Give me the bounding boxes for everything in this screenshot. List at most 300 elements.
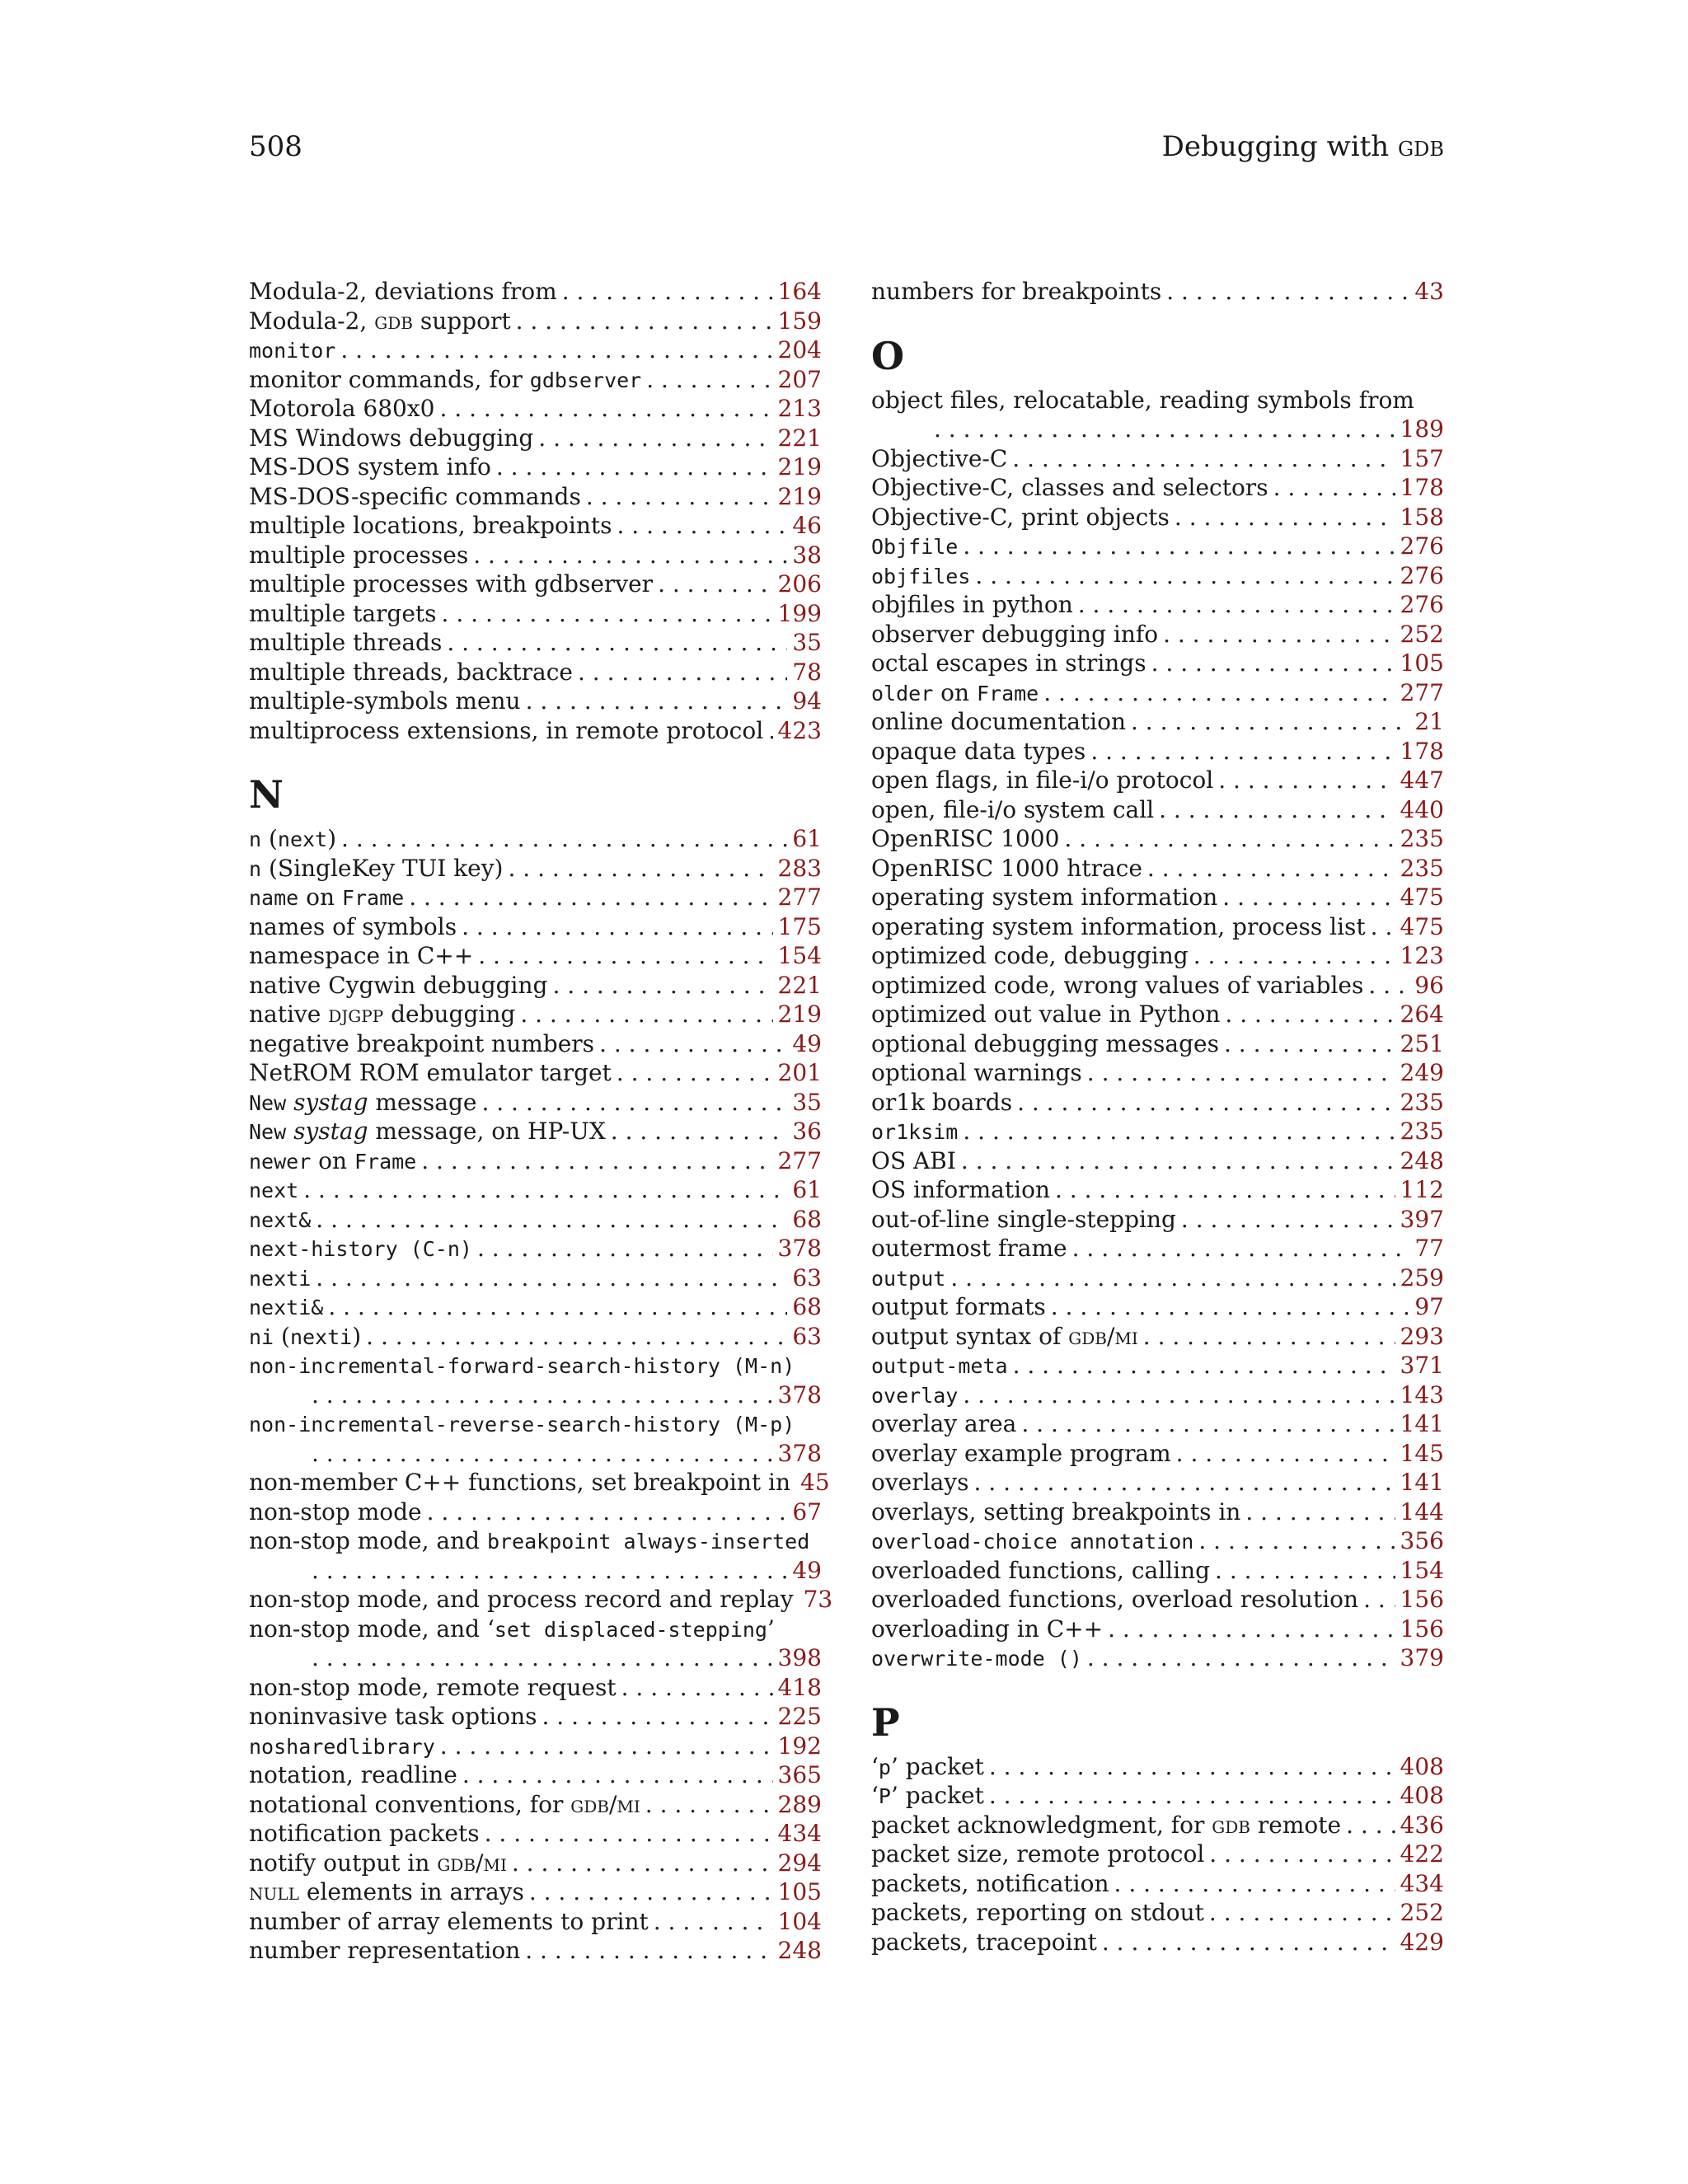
page-reference[interactable]: 61 <box>792 1176 822 1203</box>
page-reference[interactable]: 154 <box>777 942 822 969</box>
leader-dots <box>1012 444 1395 474</box>
index-entry <box>249 941 822 971</box>
entry-term: multiple threads, backtrace <box>249 658 573 686</box>
entry-term: OpenRISC 1000 <box>871 825 1060 852</box>
index-entry <box>249 1702 822 1732</box>
leader-dots <box>645 1790 773 1820</box>
page-reference[interactable]: 294 <box>777 1849 822 1877</box>
page-reference[interactable]: 105 <box>777 1878 822 1905</box>
leader-dots <box>1102 1928 1395 1957</box>
entry-term: nexti& <box>249 1296 324 1319</box>
entry-term: optional debugging messages <box>871 1029 1219 1057</box>
entry-term: NetROM ROM emulator target <box>249 1059 612 1086</box>
page-reference[interactable]: 397 <box>1400 1205 1444 1233</box>
index-entry <box>871 590 1444 620</box>
index-entry <box>249 541 822 570</box>
index-entry <box>249 658 822 687</box>
entry-term: operating system information <box>871 883 1218 911</box>
page-reference[interactable]: 418 <box>777 1673 822 1701</box>
leader-dots <box>586 482 773 512</box>
page-reference[interactable]: 277 <box>777 1146 822 1174</box>
page-reference[interactable]: 447 <box>1400 766 1444 794</box>
page-reference[interactable]: 199 <box>777 599 822 627</box>
page-reference[interactable]: 46 <box>792 512 822 539</box>
page-reference[interactable]: 21 <box>1414 708 1444 735</box>
index-entry <box>249 971 822 1001</box>
leader-dots <box>1143 1322 1395 1352</box>
page-reference[interactable]: 157 <box>1400 444 1444 472</box>
page-reference[interactable]: 356 <box>1400 1527 1444 1554</box>
entry-term: notation, readline <box>249 1761 457 1788</box>
entry-term: overloaded functions, calling <box>871 1556 1211 1584</box>
entry-term: multiple threads <box>249 629 443 656</box>
entry-term: newer on Frame <box>249 1146 417 1174</box>
entry-term: monitor <box>249 339 336 363</box>
entry-term: New systag message, on HP-UX <box>249 1118 606 1145</box>
index-entry <box>871 1263 1444 1293</box>
page-reference[interactable]: 289 <box>777 1790 822 1818</box>
section-letter-p: P <box>871 1699 900 1745</box>
index-entry <box>249 1088 822 1118</box>
leader-dots <box>462 912 772 942</box>
page-reference[interactable]: 61 <box>792 825 822 852</box>
page-reference[interactable]: 36 <box>792 1118 822 1145</box>
leader-dots <box>1013 1351 1395 1380</box>
index-entry <box>871 1292 1444 1322</box>
entry-term: non-member C++ functions, set breakpoint in <box>249 1469 791 1496</box>
page-reference[interactable]: 78 <box>792 658 822 686</box>
entry-term: overlay example program <box>871 1439 1171 1467</box>
entry-term: null elements in arrays <box>249 1878 524 1905</box>
index-entry <box>249 1146 822 1176</box>
leader-dots <box>1131 707 1409 737</box>
entry-term: multiprocess extensions, in remote protocol <box>249 716 764 744</box>
index-entry <box>249 1205 822 1235</box>
leader-dots <box>312 1556 787 1586</box>
entry-term: ‘P’ packet <box>871 1782 984 1809</box>
index-entry <box>249 1585 833 1615</box>
page-number: 508 <box>249 130 302 163</box>
page-reference[interactable]: 221 <box>777 971 822 999</box>
entry-term: overlay <box>871 1383 959 1408</box>
index-entry <box>249 1029 822 1059</box>
page-reference[interactable]: 235 <box>1400 825 1444 852</box>
leader-dots <box>409 883 772 912</box>
leader-dots <box>477 1234 773 1263</box>
page-reference[interactable]: 96 <box>1414 971 1444 999</box>
leader-dots <box>1021 1409 1395 1439</box>
page-reference[interactable]: 219 <box>777 453 822 480</box>
entry-term: MS Windows debugging <box>249 424 534 452</box>
entry-term: Modula-2, gdb support <box>249 307 511 335</box>
index-entry <box>249 1819 822 1849</box>
page-reference[interactable]: 440 <box>1400 795 1444 823</box>
entry-term: notification packets <box>249 1820 480 1847</box>
entry-term: MS-DOS-specific commands <box>249 482 581 510</box>
page-reference[interactable]: 277 <box>1400 678 1444 706</box>
entry-term: monitor commands, for gdbserver <box>249 365 642 393</box>
page-reference[interactable]: 207 <box>777 365 822 393</box>
leader-dots <box>447 628 787 658</box>
leader-dots <box>562 277 773 307</box>
page-reference[interactable]: 235 <box>1400 1118 1444 1145</box>
page-reference[interactable]: 49 <box>792 1029 822 1057</box>
entry-term: non-stop mode, and ‘set displaced-stepping’ <box>249 1615 775 1643</box>
index-entry <box>871 941 1444 971</box>
leader-dots <box>512 1849 773 1878</box>
leader-dots <box>1055 1175 1395 1205</box>
page-reference[interactable]: 35 <box>792 1088 822 1116</box>
page-reference[interactable]: 252 <box>1400 620 1444 648</box>
index-entry <box>249 1497 822 1527</box>
page-reference[interactable]: 77 <box>1414 1235 1444 1262</box>
index-entry <box>871 1117 1444 1146</box>
index-entry <box>871 1752 1444 1782</box>
index-entry <box>249 883 822 912</box>
entry-term: open flags, in file-i/o protocol <box>871 766 1214 794</box>
leader-dots <box>485 1819 773 1849</box>
index-entry <box>871 1928 1444 1957</box>
entry-term: older on Frame <box>871 678 1039 706</box>
page-reference[interactable]: 434 <box>777 1820 822 1847</box>
page-reference[interactable]: 156 <box>1400 1586 1444 1613</box>
index-entry <box>249 1877 822 1907</box>
page-reference[interactable]: 206 <box>777 570 822 598</box>
index-entry <box>249 452 822 482</box>
entry-term: Objective-C, classes and selectors <box>871 474 1268 501</box>
index-entry <box>871 737 1444 766</box>
page-reference[interactable]: 378 <box>777 1380 822 1408</box>
page-reference[interactable]: 178 <box>1400 737 1444 765</box>
page-reference[interactable]: 156 <box>1400 1615 1444 1643</box>
entry-term: open, file-i/o system call <box>871 795 1155 823</box>
index-entry <box>249 424 822 453</box>
page-reference[interactable]: 201 <box>777 1059 822 1086</box>
entry-term: overloading in C++ <box>871 1615 1104 1643</box>
leader-dots <box>1209 1840 1395 1869</box>
leader-dots <box>961 1146 1395 1176</box>
entry-term: packets, tracepoint <box>871 1928 1097 1956</box>
leader-dots <box>1078 590 1395 620</box>
entry-term: overwrite-mode () <box>871 1647 1082 1671</box>
page-reference[interactable]: 189 <box>1400 415 1444 443</box>
index-entry <box>871 707 1444 737</box>
page-reference[interactable]: 159 <box>777 307 822 335</box>
index-entry <box>871 1869 1444 1899</box>
page-reference[interactable]: 225 <box>777 1703 822 1730</box>
index-entry <box>871 1088 1444 1118</box>
page-reference[interactable]: 379 <box>1400 1644 1444 1671</box>
page-reference[interactable]: 475 <box>1400 883 1444 911</box>
page-reference[interactable]: 49 <box>792 1556 822 1584</box>
entry-term: output-meta <box>871 1354 1008 1378</box>
entry-term: notify output in gdb/mi <box>249 1849 507 1877</box>
section-letter-n: N <box>249 772 284 817</box>
index-entry <box>871 795 1444 825</box>
entry-term: optimized code, debugging <box>871 942 1189 969</box>
leader-dots <box>1151 649 1395 678</box>
entry-term: object files, relocatable, reading symbols from <box>871 386 1414 414</box>
leader-dots <box>526 687 788 716</box>
page-reference[interactable]: 104 <box>777 1907 822 1935</box>
leader-dots <box>1181 1205 1395 1235</box>
leader-dots <box>963 1117 1395 1146</box>
page-reference[interactable]: 144 <box>1400 1497 1444 1526</box>
entry-term: optimized out value in Python <box>871 1001 1221 1028</box>
page-reference[interactable]: 378 <box>777 1439 822 1467</box>
entry-term: negative breakpoint numbers <box>249 1029 595 1057</box>
entry-term: or1k boards <box>871 1088 1013 1116</box>
leader-dots <box>1043 678 1395 708</box>
entry-term: packet acknowledgment, for gdb remote <box>871 1811 1342 1839</box>
page-reference[interactable]: 248 <box>1400 1146 1444 1174</box>
leader-dots <box>516 307 773 336</box>
leader-dots <box>316 1263 787 1293</box>
book-title <box>1162 130 1444 163</box>
index-entry <box>871 1585 1444 1615</box>
page-reference[interactable]: 145 <box>1400 1439 1444 1467</box>
page-reference[interactable]: 178 <box>1400 474 1444 501</box>
entry-term: packets, notification <box>871 1869 1109 1897</box>
index-entry <box>249 599 822 629</box>
leader-dots <box>442 599 773 629</box>
leader-dots <box>654 1907 773 1937</box>
index-entry <box>249 335 822 365</box>
leader-dots <box>1175 503 1395 532</box>
page-reference[interactable]: 283 <box>777 854 822 882</box>
page-reference[interactable]: 276 <box>1400 561 1444 589</box>
leader-dots <box>508 854 772 883</box>
entry-term: number representation <box>249 1937 521 1964</box>
index-entry <box>871 766 1444 795</box>
page-reference[interactable]: 219 <box>777 1001 822 1028</box>
page-reference[interactable]: 436 <box>1400 1811 1444 1839</box>
leader-dots <box>1218 766 1395 795</box>
entry-term: non-stop mode, and breakpoint always-inserted <box>249 1527 810 1554</box>
index-entry <box>249 912 822 942</box>
index-entry <box>249 1117 822 1146</box>
index-column-right <box>871 277 1444 1957</box>
entry-term: objfiles <box>871 564 971 588</box>
page-reference[interactable]: 475 <box>1400 912 1444 940</box>
index-entry <box>871 1439 1444 1469</box>
entry-term: optimized code, wrong values of variables <box>871 971 1364 999</box>
running-head <box>249 130 1444 171</box>
index-entry <box>871 1205 1444 1235</box>
entry-term: overloaded functions, overload resolution <box>871 1586 1359 1613</box>
leader-dots <box>1198 1526 1395 1556</box>
page-reference[interactable]: 158 <box>1400 503 1444 531</box>
leader-dots <box>366 1322 787 1352</box>
index-entry <box>871 1615 1444 1644</box>
page-reference[interactable]: 371 <box>1400 1352 1444 1379</box>
page-reference[interactable]: 97 <box>1414 1293 1444 1320</box>
page-reference[interactable]: 276 <box>1400 591 1444 618</box>
leader-dots <box>538 424 772 453</box>
page-reference[interactable]: 35 <box>792 629 822 656</box>
entry-term: next <box>249 1179 299 1202</box>
entry-term: non-stop mode <box>249 1497 422 1526</box>
index-entry <box>249 854 822 883</box>
index-entry <box>249 1175 822 1205</box>
page-reference[interactable]: 221 <box>777 424 822 452</box>
page-reference[interactable]: 141 <box>1400 1410 1444 1437</box>
leader-dots <box>950 1263 1395 1293</box>
leader-dots <box>1368 971 1409 1001</box>
index-entry <box>249 1234 822 1263</box>
entry-term: ‘p’ packet <box>871 1752 984 1780</box>
page-reference[interactable]: 45 <box>800 1469 830 1496</box>
page-reference[interactable]: 175 <box>777 912 822 940</box>
page-reference[interactable]: 192 <box>777 1732 822 1760</box>
entry-term: out-of-line single-stepping <box>871 1205 1176 1233</box>
leader-dots <box>611 1117 788 1146</box>
entry-term: opaque data types <box>871 737 1086 765</box>
page-reference[interactable]: 365 <box>777 1761 822 1788</box>
page-reference[interactable]: 423 <box>777 716 822 744</box>
index-entry <box>871 620 1444 649</box>
entry-term: or1ksim <box>871 1120 959 1144</box>
entry-term: nosharedlibrary <box>249 1734 435 1759</box>
index-entry <box>871 1643 1444 1673</box>
leader-dots <box>621 1673 773 1703</box>
page-reference[interactable]: 378 <box>777 1235 822 1262</box>
page-reference[interactable]: 264 <box>1400 1001 1444 1028</box>
leader-dots <box>478 941 772 971</box>
entry-term: outermost frame <box>871 1235 1067 1262</box>
page-reference[interactable]: 235 <box>1400 1088 1444 1116</box>
page-reference[interactable]: 429 <box>1400 1928 1444 1956</box>
index-entry <box>249 365 822 395</box>
entry-term: nexti <box>249 1266 312 1291</box>
page-reference[interactable]: 248 <box>777 1937 822 1964</box>
page-reference[interactable]: 252 <box>1400 1899 1444 1926</box>
leader-dots <box>1222 883 1395 912</box>
entry-term: names of symbols <box>249 912 457 940</box>
page-reference[interactable]: 213 <box>777 395 822 422</box>
leader-dots <box>421 1146 772 1176</box>
leader-dots <box>440 1732 773 1761</box>
page-reference[interactable]: 94 <box>792 687 822 715</box>
leader-dots <box>1087 1058 1395 1088</box>
index-entry <box>249 1351 822 1409</box>
page-reference[interactable]: 398 <box>777 1644 822 1671</box>
entry-term: multiple targets <box>249 599 437 627</box>
leader-dots <box>1346 1811 1395 1840</box>
page-reference[interactable]: 38 <box>792 541 822 569</box>
index-entry <box>249 511 822 541</box>
entry-term: noninvasive task options <box>249 1703 537 1730</box>
leader-dots <box>617 511 787 541</box>
page-reference[interactable]: 141 <box>1400 1469 1444 1496</box>
entry-term: Modula-2, deviations from <box>249 278 557 305</box>
entry-term: multiple processes <box>249 541 469 569</box>
index-entry <box>871 1029 1444 1059</box>
entry-term: multiple processes with gdbserver <box>249 570 654 598</box>
leader-dots <box>341 824 787 854</box>
page-reference[interactable]: 68 <box>792 1205 822 1233</box>
leader-dots <box>989 1781 1395 1811</box>
entry-term: n (SingleKey TUI key) <box>249 854 504 882</box>
page-reference[interactable]: 235 <box>1400 854 1444 882</box>
entry-term: non-stop mode, and process record and replay <box>249 1586 794 1613</box>
index-entry <box>249 628 822 658</box>
index-entry <box>249 1292 822 1322</box>
entry-term: ni (nexti) <box>249 1322 362 1350</box>
page-reference[interactable]: 251 <box>1400 1029 1444 1057</box>
index-entry <box>871 277 1444 307</box>
entry-term: output syntax of gdb/mi <box>871 1322 1138 1350</box>
entry-term: multiple-symbols menu <box>249 687 521 715</box>
page-reference[interactable]: 67 <box>792 1497 822 1526</box>
page-reference[interactable]: 259 <box>1400 1263 1444 1291</box>
page-reference[interactable]: 112 <box>1400 1176 1444 1203</box>
index-entry <box>249 394 822 424</box>
page-reference[interactable]: 123 <box>1400 942 1444 969</box>
index-entry <box>871 386 1444 444</box>
page-reference[interactable]: 204 <box>777 336 822 363</box>
index-entry <box>249 1673 822 1703</box>
index-entry <box>871 1380 1444 1410</box>
page-reference[interactable]: 154 <box>1400 1556 1444 1584</box>
entry-term: OS information <box>871 1176 1050 1203</box>
leader-dots <box>520 1000 772 1029</box>
page-reference[interactable]: 408 <box>1400 1782 1444 1809</box>
index-entry <box>871 1497 1444 1527</box>
index-entry <box>871 678 1444 708</box>
page-reference[interactable]: 143 <box>1400 1380 1444 1408</box>
index-entry <box>871 503 1444 532</box>
entry-term: Motorola 680x0 <box>249 395 435 422</box>
page-reference[interactable]: 276 <box>1400 532 1444 560</box>
entry-term: Objective-C <box>871 444 1008 472</box>
book-title-gdb: gdb <box>1397 130 1444 163</box>
entry-term: native Cygwin debugging <box>249 971 548 999</box>
entry-term: namespace in C++ <box>249 942 474 969</box>
page-reference[interactable]: 63 <box>792 1263 822 1291</box>
leader-dots <box>439 394 772 424</box>
entry-term: optional warnings <box>871 1059 1082 1086</box>
page-reference[interactable]: 408 <box>1400 1752 1444 1780</box>
leader-dots <box>768 716 772 746</box>
leader-dots <box>617 1058 773 1088</box>
page-reference[interactable]: 249 <box>1400 1059 1444 1086</box>
leader-dots <box>1072 1234 1410 1263</box>
entry-term: next-history (C-n) <box>249 1237 472 1261</box>
page-reference[interactable]: 164 <box>777 278 822 305</box>
index-entry <box>249 1322 822 1352</box>
page-reference[interactable]: 73 <box>803 1586 833 1613</box>
leader-dots <box>1114 1869 1395 1899</box>
page-reference[interactable]: 422 <box>1400 1840 1444 1868</box>
page-reference[interactable]: 434 <box>1400 1869 1444 1897</box>
leader-dots <box>1090 737 1395 766</box>
page-reference[interactable]: 293 <box>1400 1322 1444 1350</box>
index-entry <box>871 883 1444 912</box>
index-entry <box>871 1351 1444 1380</box>
entry-term: packet size, remote protocol <box>871 1840 1205 1868</box>
index-entry <box>871 1556 1444 1586</box>
leader-dots <box>1051 1292 1410 1322</box>
entry-term: online documentation <box>871 708 1126 735</box>
page-reference[interactable]: 105 <box>1400 649 1444 677</box>
page-reference[interactable]: 63 <box>792 1322 822 1350</box>
page-reference[interactable]: 43 <box>1414 278 1444 305</box>
page-reference[interactable]: 68 <box>792 1293 822 1320</box>
page-reference[interactable]: 277 <box>777 883 822 911</box>
page-reference[interactable]: 219 <box>777 482 822 510</box>
entry-term: objfiles in python <box>871 591 1073 618</box>
